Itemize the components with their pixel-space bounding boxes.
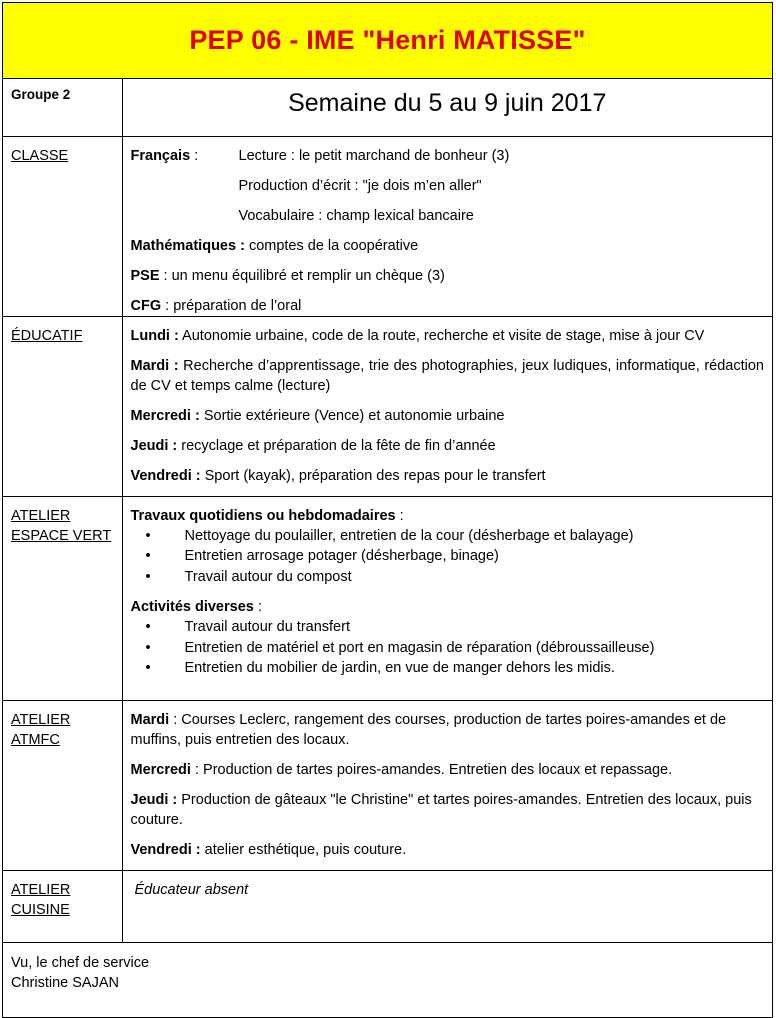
day-label: Mercredi : [130, 407, 200, 424]
day-entry [131, 326, 765, 346]
section-sep: : [395, 507, 404, 524]
day-text: Sport (kayak), préparation des repas pour le transfert [200, 467, 546, 484]
educatif-content [122, 316, 772, 496]
francais-key [131, 146, 239, 226]
subject-text: : un menu équilibré et remplir un chèque (3) [159, 267, 445, 284]
cuisine-content [122, 870, 772, 942]
day-entry [131, 710, 765, 750]
list-item [146, 638, 765, 659]
francais-sep: : [190, 147, 199, 164]
subject-cfg [131, 296, 765, 316]
subject-text: comptes de la coopérative [244, 237, 419, 254]
item-text: Travail autour du transfert [184, 619, 350, 635]
day-text: Sortie extérieure (Vence) et autonomie urbaine [199, 407, 505, 424]
day-entry [131, 406, 765, 426]
subject-pse [131, 266, 765, 286]
atmfc-label-line2: ATMFC [11, 731, 60, 748]
day-label: Mardi [130, 711, 170, 728]
section-sep: : [253, 599, 262, 615]
list-item [146, 526, 765, 547]
atmfc-row [3, 700, 772, 870]
day-label: Lundi : [130, 327, 179, 344]
task-list [146, 617, 765, 679]
espace-vert-label-cell [3, 496, 122, 700]
day-text: : Production de tartes poires-amandes. Entretien des locaux et repassage. [190, 761, 673, 778]
item-text: Travail autour du compost [184, 568, 352, 585]
classe-label-cell [3, 136, 122, 316]
francais-items [239, 146, 510, 226]
day-entry [131, 466, 765, 486]
educatif-row [3, 316, 772, 496]
section-title: Activités diverses [130, 599, 254, 615]
francais-item: Production d’écrit : "je dois m’en aller" [238, 177, 482, 194]
subject-label: CFG [130, 297, 162, 314]
week-title: Semaine du 5 au 9 juin 2017 [288, 89, 607, 117]
cuisine-row [3, 870, 772, 942]
day-text: Recherche d’apprentissage, trie des photographies, jeux ludiques, informatique, rédaction de CV et temps calme (lecture) [130, 357, 764, 394]
classe-label: CLASSE [11, 147, 69, 164]
day-label: Mardi : [130, 357, 179, 374]
section-heading [131, 506, 765, 526]
espace-vert-content [122, 496, 772, 700]
bullet-icon: • [145, 548, 151, 564]
cuisine-label-line2: CUISINE [11, 901, 70, 918]
espace-vert-label-line1: ATELIER [11, 507, 71, 524]
day-entry [131, 840, 765, 860]
item-text: Entretien de matériel et port en magasin de réparation (débroussailleuse) [184, 639, 655, 656]
day-label: Mercredi [130, 761, 191, 778]
atmfc-label-line1: ATELIER [11, 711, 71, 728]
schedule-table [3, 79, 772, 942]
espace-vert-row [3, 496, 772, 700]
signature-footer [3, 942, 772, 1017]
classe-content [122, 136, 772, 316]
footer-line2: Christine SAJAN [11, 975, 119, 991]
day-text: Production de gâteaux "le Christine" et tartes poires-amandes. Entretien des locaux, puis couture. [130, 791, 752, 828]
section-heading [131, 597, 765, 617]
day-label: Vendredi : [130, 841, 201, 858]
bullet-icon: • [145, 619, 151, 635]
list-item [146, 617, 765, 638]
francais-item: Lecture : le petit marchand de bonheur (3) [238, 147, 510, 164]
educatif-label: ÉDUCATIF [11, 327, 83, 344]
group-label [3, 79, 122, 136]
group-text: Groupe 2 [11, 87, 71, 102]
day-entry [131, 760, 765, 780]
francais-item: Vocabulaire : champ lexical bancaire [238, 207, 474, 224]
section-title: Travaux quotidiens ou hebdomadaires [130, 507, 396, 524]
page-title: PEP 06 - IME "Henri MATISSE" [189, 25, 586, 55]
week-row [3, 79, 772, 136]
bullet-icon: • [145, 527, 151, 544]
cuisine-note: Éducateur absent [134, 881, 249, 898]
day-text: recyclage et préparation de la fête de fin d’année [177, 437, 496, 454]
task-list [146, 526, 765, 588]
day-text: : Courses Leclerc, rangement des courses, production de tartes poires-amandes et de muffins, puis entretien des locaux. [130, 711, 727, 748]
educatif-label-cell [3, 316, 122, 496]
subject-label: PSE [130, 267, 160, 284]
footer-line1: Vu, le chef de service [11, 955, 150, 971]
day-text: atelier esthétique, puis couture. [200, 841, 407, 858]
atmfc-content [122, 700, 772, 870]
list-item [146, 546, 765, 567]
francais-label: Français [130, 147, 191, 164]
espace-vert-label-line2: ESPACE VERT [11, 527, 112, 544]
list-item [146, 567, 765, 588]
bullet-icon: • [145, 660, 151, 676]
classe-row [3, 136, 772, 316]
atmfc-label-cell [3, 700, 122, 870]
item-text: Entretien du mobilier de jardin, en vue de manger dehors les midis. [184, 660, 615, 676]
title-banner [3, 3, 772, 79]
item-text: Entretien arrosage potager (désherbage, binage) [184, 548, 499, 564]
subject-label: Mathématiques : [130, 237, 245, 254]
subject-maths [131, 236, 765, 256]
cuisine-label-cell [3, 870, 122, 942]
day-text: Autonomie urbaine, code de la route, recherche et visite de stage, mise à jour CV [178, 327, 705, 344]
day-entry [131, 790, 765, 830]
day-label: Jeudi : [130, 791, 178, 808]
francais-block [131, 146, 765, 226]
subject-text: : préparation de l’oral [161, 297, 302, 314]
day-entry [131, 356, 765, 396]
bullet-icon: • [145, 639, 151, 656]
day-entry [131, 436, 765, 456]
item-text: Nettoyage du poulailler, entretien de la cour (désherbage et balayage) [184, 527, 634, 544]
day-label: Vendredi : [130, 467, 201, 484]
cuisine-label-line1: ATELIER [11, 881, 71, 898]
day-label: Jeudi : [130, 437, 178, 454]
bullet-icon: • [145, 568, 151, 585]
list-item [146, 658, 765, 679]
weekly-schedule-sheet [2, 2, 773, 1018]
